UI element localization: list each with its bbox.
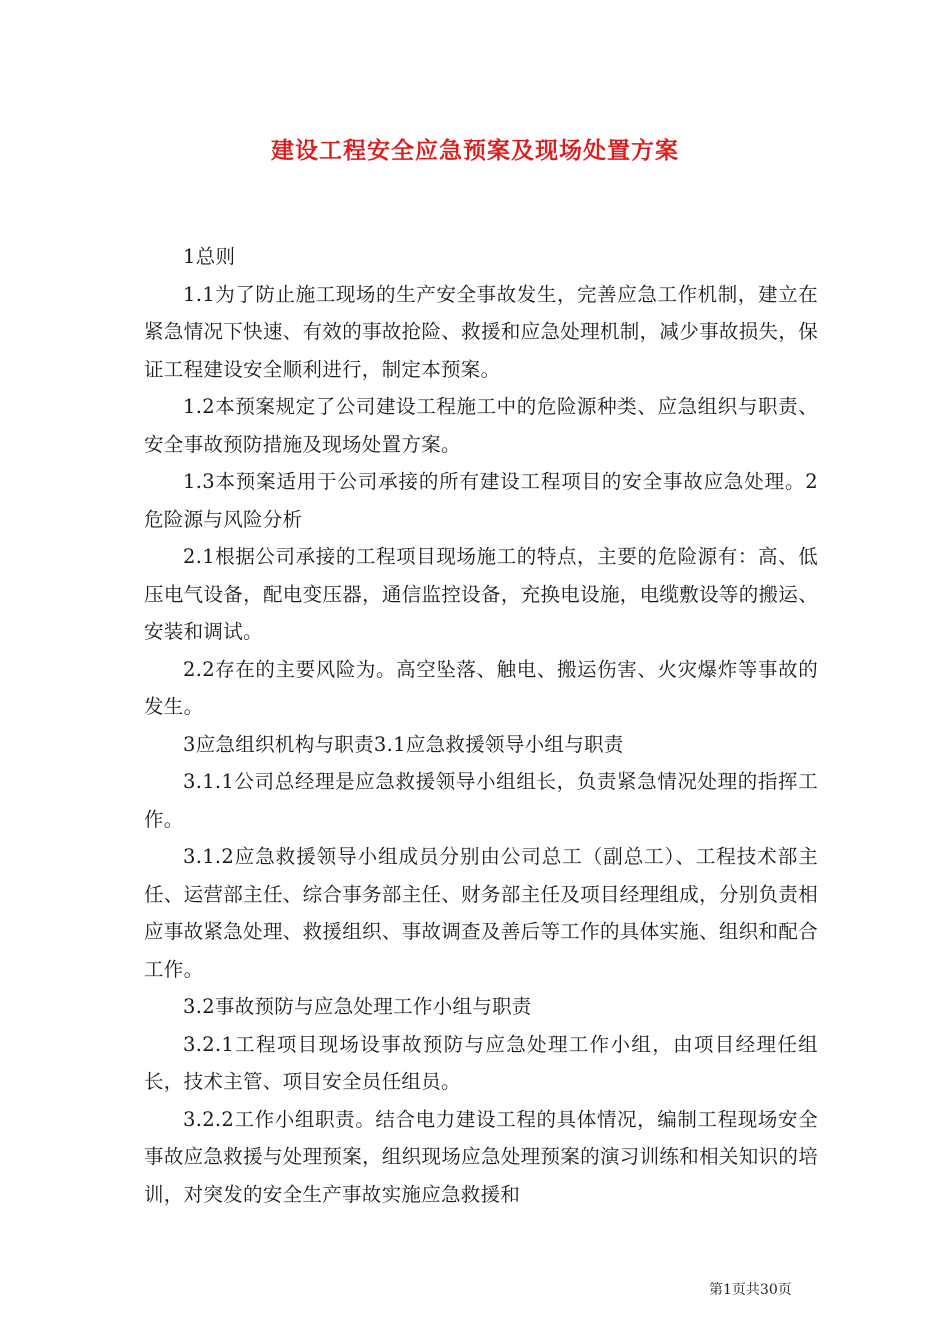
paragraph-3-2-2: 3.2.2工作小组职责。结合电力建设工程的具体情况，编制工程现场安全事故应急救援与处理预案，组织现场应急处理预案的演习训练和相关知识的培训，对突发的安全生产事故实施应急救援和 [144,1107,818,1206]
paragraph-1-1: 1.1为了防止施工现场的生产安全事故发生，完善应急工作机制，建立在紧急情况下快速、有效的事故抢险、救援和应急处理机制，减少事故损失，保证工程建设安全顺利进行，制定本预案。 [144,282,818,381]
page-title: 建设工程安全应急预案及现场处置方案 [271,138,679,164]
paragraph-2-2: 2.2存在的主要风险为。高空坠落、触电、搬运伤害、火灾爆炸等事故的发生。 [144,657,818,718]
paragraph-1-2: 1.2本预案规定了公司建设工程施工中的危险源种类、应急组织与职责、安全事故预防措施及现场处置方案。 [144,395,818,456]
paragraph-1-3: 1.3本预案适用于公司承接的所有建设工程项目的安全事故应急处理。2危险源与风险分析 [144,470,818,531]
paragraph-3-2-1: 3.2.1工程项目现场设事故预防与应急处理工作小组，由项目经理任组长，技术主管、项目安全员任组员。 [144,1032,818,1093]
document-body [144,238,818,1213]
paragraph-3-1-2: 3.1.2应急救援领导小组成员分别由公司总工（副总工）、工程技术部主任、运营部主任、综合事务部主任、财务部主任及项目经理组成，分别负责相应事故紧急处理、救援组织、事故调查及善后等工作的具体实施、组织和配合工作。 [144,845,818,981]
page-number-footer: 第1页共30页 [709,1282,792,1298]
section-heading-general: 1总则 [183,245,236,268]
paragraph-3-1-1: 3.1.1公司总经理是应急救援领导小组组长，负责紧急情况处理的指挥工作。 [144,770,818,831]
paragraph-2-1: 2.1根据公司承接的工程项目现场施工的特点，主要的危险源有：高、低压电气设备，配电变压器，通信监控设备，充换电设施，电缆敷设等的搬运、安装和调试。 [144,545,818,643]
section-heading-3-2: 3.2事故预防与应急处理工作小组与职责 [183,995,532,1018]
section-heading-organization: 3应急组织机构与职责3.1应急救援领导小组与职责 [183,732,624,756]
